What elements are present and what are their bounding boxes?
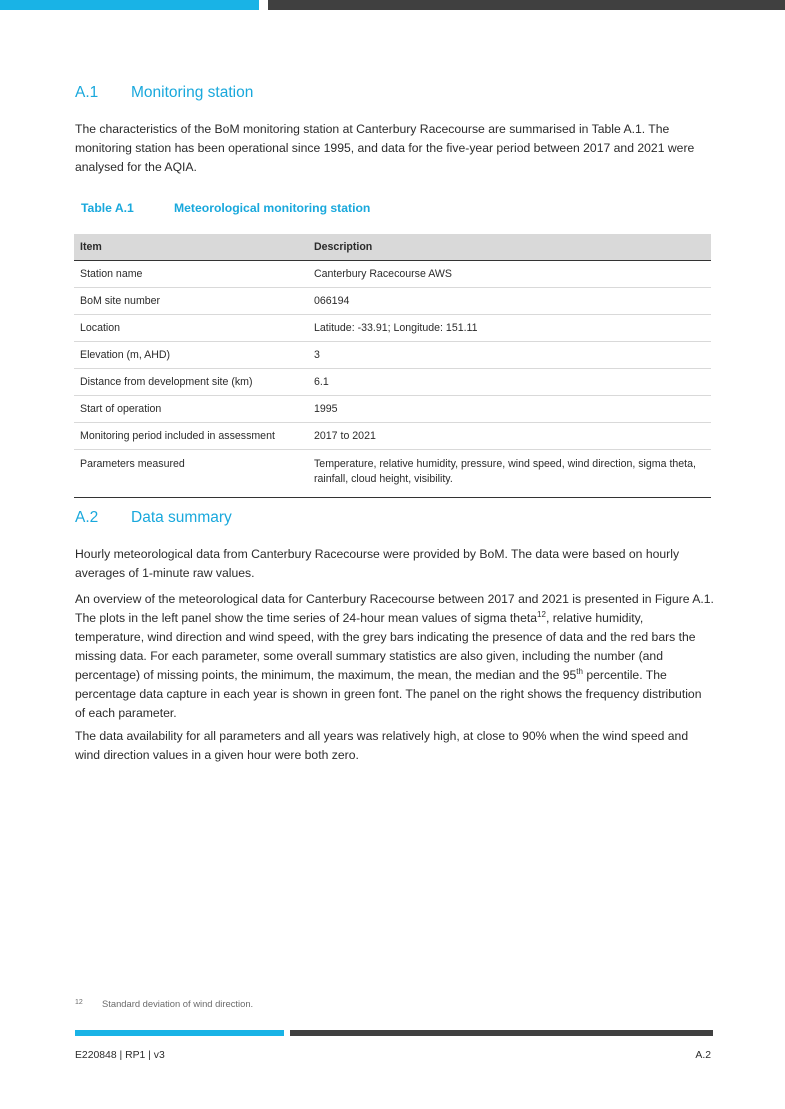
table-cell-description: 2017 to 2021 (308, 423, 711, 450)
table-row (74, 315, 711, 342)
table-header-item: Item (74, 234, 308, 261)
paragraph-a1: The characteristics of the BoM monitoring station at Canterbury Racecourse are summarised in Table A.1. The monitoring station has been operational since 1995, and data for the five-year period between 2017 and 2021 were analysed for the AQIA. (75, 122, 695, 174)
table-row (74, 396, 711, 423)
section-title: Data summary (131, 509, 232, 526)
footer-accent-bar-blue (75, 1030, 284, 1036)
footnote-text: Standard deviation of wind direction. (102, 998, 254, 1009)
table-cell-item: BoM site number (74, 288, 308, 315)
table-cell-item: Location (74, 315, 308, 342)
footnote-reference: 12 (537, 609, 546, 619)
table-header-description: Description (308, 234, 711, 261)
table-cell-item: Start of operation (74, 396, 308, 423)
table-row (74, 342, 711, 369)
table-cell-description: 1995 (308, 396, 711, 423)
paragraph-text: , relative humidity, temperature, wind direction and wind speed, with the grey bars indicating the presence of data and the red bars the missing data. For each parameter, some overall summary statistics are also given, including the number (and percentage) of missing points, the minimum, the maximum, the mean, the median and the 95 (75, 611, 696, 682)
footnote-number: 12 (75, 999, 83, 1006)
paragraph-a2-1: Hourly meteorological data from Canterbury Racecourse were provided by BoM. The data were based on hourly averages of 1-minute raw values. (75, 547, 680, 580)
footer-page-number: A.2 (695, 1050, 711, 1061)
footer-document-reference: E220848 | RP1 | v3 (75, 1050, 165, 1061)
table-cell-item: Monitoring period included in assessment (74, 423, 308, 450)
section-heading-a1 (75, 84, 253, 102)
paragraph-text: An overview of the meteorological data for Canterbury Racecourse between 2017 and 2021 is presented in Figure A.1. The plots in the left panel show the time series of 24-hour mean values of sigma theta (75, 592, 714, 625)
table-row (74, 423, 711, 450)
table-cell-item: Station name (74, 261, 308, 288)
table-cell-item: Elevation (m, AHD) (74, 342, 308, 369)
table-header-row (74, 234, 711, 261)
table-cell-description: Canterbury Racecourse AWS (308, 261, 711, 288)
section-heading-a2 (75, 509, 232, 527)
table-caption-title: Meteorological monitoring station (174, 201, 371, 215)
header-accent-bar-dark (268, 0, 785, 10)
paragraph-a2-2 (75, 590, 715, 723)
table-caption-number: Table A.1 (81, 201, 134, 215)
table-cell-description: Latitude: -33.91; Longitude: 151.11 (308, 315, 711, 342)
table-row (74, 288, 711, 315)
section-number: A.2 (75, 509, 99, 526)
table-row (74, 261, 711, 288)
station-table (74, 234, 711, 498)
table-row (74, 369, 711, 396)
table-row (74, 450, 711, 498)
paragraph-a2-3: The data availability for all parameters and all years was relatively high, at close to 90% when the wind speed and wind direction values in a given hour were both zero. (75, 729, 689, 762)
section-number: A.1 (75, 84, 99, 101)
table-caption (81, 201, 370, 215)
table-cell-description: Temperature, relative humidity, pressure, wind speed, wind direction, sigma theta, rainfall, cloud height, visibility. (308, 450, 711, 498)
section-title: Monitoring station (131, 84, 254, 101)
table-cell-item: Parameters measured (74, 450, 308, 498)
footnote (75, 998, 253, 1009)
footer-accent-bar-dark (290, 1030, 713, 1036)
header-accent-bar-blue (0, 0, 259, 10)
table-cell-item: Distance from development site (km) (74, 369, 308, 396)
paragraph-text: percentile. The percentage data capture in each year is shown in green font. The panel on the right shows the frequency distribution of each parameter. (75, 668, 702, 720)
table-cell-description: 066194 (308, 288, 711, 315)
table-cell-description: 6.1 (308, 369, 711, 396)
superscript-ordinal: th (576, 666, 583, 676)
table-cell-description: 3 (308, 342, 711, 369)
